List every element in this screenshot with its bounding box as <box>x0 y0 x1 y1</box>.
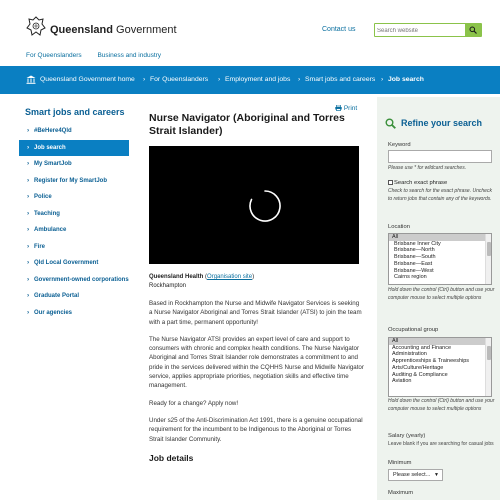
chevron-right-icon: › <box>27 292 30 299</box>
job-details-heading: Job details <box>149 452 194 463</box>
search-icon <box>385 118 396 129</box>
sidebar-item[interactable] <box>19 305 129 322</box>
site-search <box>374 23 482 37</box>
sidebar-item-label: My SmartJob <box>34 161 72 167</box>
sidebar-item-label: Register for My SmartJob <box>34 177 108 184</box>
sidebar-item-label: Government-owned corporations <box>34 276 129 283</box>
video-player[interactable] <box>149 146 359 264</box>
scrollbar[interactable] <box>485 338 491 396</box>
loading-spinner-icon <box>247 188 283 224</box>
brand-name[interactable]: Queensland Government <box>50 24 177 36</box>
sidebar-item-label: #BeHere4Qld <box>34 128 72 134</box>
job-location: Rockhampton <box>149 283 187 289</box>
salary-label: Salary (yearly) <box>388 433 426 439</box>
sidebar-item[interactable] <box>19 272 129 289</box>
breadcrumb-home[interactable]: Queensland Government home <box>40 76 135 83</box>
employer-info: Queensland Health (Organisation site) Rockhampton <box>149 274 255 289</box>
job-description-paragraph: Under s25 of the Anti-Discrimination Act 1991, there is a genuine occupational requirement for the incumbent to be Indigenous to the Aboriginal or Torres Strait Islander Community. <box>149 416 363 443</box>
top-links <box>26 52 175 59</box>
occupational-group-multiselect[interactable] <box>388 337 492 397</box>
contact-us-link[interactable]: Contact us <box>322 26 356 33</box>
occupational-group-label: Occupational group <box>388 327 439 333</box>
sidebar-title[interactable]: Smart jobs and careers <box>25 107 125 117</box>
chevron-right-icon: › <box>27 193 30 200</box>
location-label: Location <box>388 224 410 230</box>
chevron-right-icon: › <box>27 127 30 134</box>
job-description-paragraph: Ready for a change? Apply now! <box>149 399 239 407</box>
chevron-right-icon: › <box>27 275 30 283</box>
minimum-label: Minimum <box>388 460 412 466</box>
sidebar-item[interactable] <box>19 288 129 305</box>
breadcrumb <box>0 66 500 94</box>
job-content <box>149 103 364 463</box>
keyword-help: Please use * for wildcard searches. <box>388 165 467 171</box>
exact-phrase-checkbox[interactable]: Search exact phrase <box>388 180 447 186</box>
exact-phrase-help: Check to search for the exact phrase. Uncheck to return jobs that contain any of the keywords. <box>388 188 492 202</box>
select-option[interactable]: Brisbane—East <box>394 260 433 267</box>
sidebar-item-label: Our agencies <box>34 309 73 316</box>
queensland-crest-logo[interactable] <box>26 15 46 37</box>
sidebar-item[interactable] <box>19 140 129 157</box>
select-option[interactable]: Administration <box>392 351 427 358</box>
refine-title: Refine your search <box>385 118 482 129</box>
breadcrumb-for-queenslanders[interactable]: For Queenslanders <box>150 76 209 83</box>
chevron-right-icon: › <box>143 76 146 83</box>
breadcrumb-smart-jobs[interactable]: Smart jobs and careers <box>305 76 376 83</box>
chevron-right-icon: › <box>27 259 30 266</box>
keyword-input[interactable] <box>388 150 492 163</box>
refine-search-panel <box>377 97 500 500</box>
chevron-down-icon: ▼ <box>434 472 439 478</box>
occupational-ctrl-help: Hold down the control (Ctrl) button and use your computer mouse to select multiple options <box>388 398 495 412</box>
sidebar-item[interactable] <box>19 255 129 272</box>
chevron-right-icon: › <box>27 308 30 316</box>
job-description-paragraph: The Nurse Navigator ATSI provides an expert level of care and support to consumers with chronic and complex health conditions. The Nurse Navigator Aboriginal and Torres Strait Islander role demonstrates a commitment to and pride in the services delivered within the CQHHS Nurse and Midwife Navigator service, applies appropriate priorities, negotiation skills and effective time management. <box>149 335 364 390</box>
business-industry-link[interactable]: Business and industry <box>97 52 162 59</box>
minimum-salary-select[interactable]: Please select... ▼ <box>388 469 443 481</box>
sidebar-item-label: Fire <box>34 243 46 250</box>
employer-name: Queensland Health <box>149 274 204 280</box>
select-option[interactable]: Brisbane Inner City <box>394 240 441 247</box>
breadcrumb-employment[interactable]: Employment and jobs <box>225 76 291 83</box>
chevron-right-icon: › <box>218 76 221 83</box>
select-option[interactable]: Cairns region <box>394 274 427 281</box>
search-icon <box>469 26 477 34</box>
sidebar-item-label: Qld Local Government <box>34 260 99 266</box>
chevron-right-icon: › <box>298 76 301 83</box>
checkbox-icon <box>388 180 393 185</box>
search-input[interactable] <box>377 25 463 36</box>
location-ctrl-help: Hold down the control (Ctrl) button and use your computer mouse to select multiple options <box>388 287 495 301</box>
search-button[interactable] <box>465 24 481 36</box>
sidebar-item-label: Ambulance <box>34 227 67 233</box>
chevron-right-icon: › <box>381 76 384 83</box>
select-option[interactable]: Brisbane—West <box>394 267 434 274</box>
maximum-label: Maximum <box>388 490 414 496</box>
select-option[interactable]: Brisbane—South <box>394 254 436 261</box>
sidebar-item[interactable] <box>19 123 129 140</box>
sidebar-item-label: Police <box>34 194 52 200</box>
sidebar-item[interactable] <box>19 189 129 206</box>
print-label: Print <box>343 105 358 112</box>
job-description-paragraph: Based in Rockhampton the Nurse and Midwife Navigator Services is seeking a Nurse Navigator Aboriginal and Torres Strait Islander (ATSI) to join the team with a part time, permanent opportunity! <box>149 300 362 326</box>
chevron-right-icon: › <box>27 143 30 151</box>
sidebar-item-label: Job search <box>34 144 66 151</box>
select-option[interactable]: Apprenticeships & Traineeships <box>392 358 470 365</box>
sidebar-item-label: Graduate Portal <box>34 293 80 299</box>
keyword-label: Keyword <box>388 142 411 148</box>
for-queenslanders-link[interactable]: For Queenslanders <box>26 52 82 59</box>
select-option[interactable]: Brisbane—North <box>394 247 435 254</box>
select-option[interactable]: Arts/Culture/Heritage <box>392 364 444 371</box>
organisation-site-link[interactable]: Organisation site <box>207 274 253 280</box>
select-option[interactable]: Aviation <box>392 378 412 385</box>
government-building-icon <box>26 75 36 84</box>
chevron-right-icon: › <box>27 176 30 184</box>
chevron-right-icon: › <box>27 242 30 250</box>
chevron-right-icon: › <box>27 226 30 233</box>
site-header <box>0 0 500 66</box>
select-option[interactable]: All <box>389 234 491 241</box>
select-option[interactable]: All <box>389 338 491 345</box>
sidebar-item[interactable] <box>19 156 129 173</box>
chevron-right-icon: › <box>27 209 30 217</box>
chevron-right-icon: › <box>27 160 30 167</box>
location-multiselect[interactable] <box>388 233 492 285</box>
sidebar-item-label: Teaching <box>34 210 60 217</box>
sidebar-item[interactable] <box>19 222 129 239</box>
scrollbar[interactable] <box>485 234 491 284</box>
select-option[interactable]: Auditing & Compliance <box>392 371 448 378</box>
breadcrumb-job-search[interactable]: Job search <box>388 76 424 83</box>
sidebar-item[interactable] <box>19 239 129 256</box>
salary-help: Leave blank if you are searching for casual jobs <box>388 441 494 447</box>
sidebar-item[interactable] <box>19 173 129 190</box>
page-title: Nurse Navigator (Aboriginal and Torres Strait Islander) <box>149 112 345 137</box>
sidebar-nav <box>19 107 129 321</box>
select-option[interactable]: Accounting and Finance <box>392 344 452 351</box>
sidebar-item[interactable] <box>19 206 129 223</box>
